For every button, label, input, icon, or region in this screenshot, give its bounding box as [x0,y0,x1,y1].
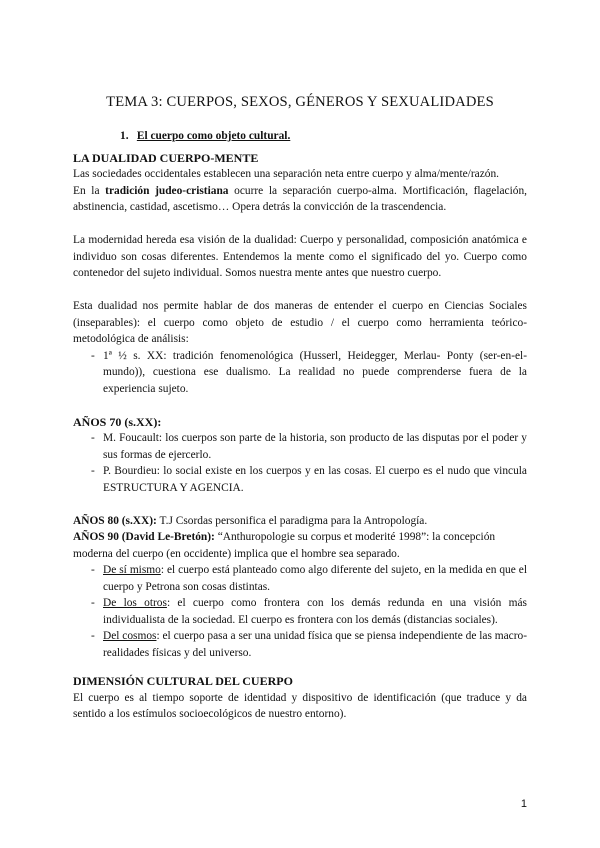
list-item: - 1ª ½ s. XX: tradición fenomenológica (Husserl, Heidegger, Merlau- Ponty (ser-en-el-mundo)), cuestiona ese dualismo. La realidad no puede comprenderse fuera de la experiencia sujeto. [73,348,527,398]
dualidad-paragraph-1: Las sociedades occidentales establecen una separación neta entre cuerpo y alma/mente/razón. [73,168,499,180]
section-title: El cuerpo como objeto cultural. [136,130,291,142]
dimension-paragraph: El cuerpo es al tiempo soporte de identidad y dispositivo de identificación (que traduce y da sentido a los estímulos socioecológicos de nuestro entorno). [73,691,527,720]
list-item [73,628,527,661]
anos70-heading: AÑOS 70 (s.XX): [73,414,162,429]
item-text: : el cuerpo pasa a ser una unidad física que se piensa independiente de las macro- realidades físicas y del universo. [103,630,527,659]
section-number: 1. [120,130,129,142]
anos90-line [73,529,527,562]
list-item [73,562,527,595]
list-item: - M. Foucault: los cuerpos son parte de la historia, son producto de las disputas por el poder y sus formas de ejercerlo. [73,430,527,463]
section-heading [120,128,527,145]
list-item [73,595,527,628]
dualidad-paragraph-2 [73,183,527,216]
dualidad-list [73,348,527,398]
anos90-list [73,562,527,661]
item-label: Del cosmos [103,630,157,642]
page-number: 1 [520,798,527,810]
item-text: : el cuerpo como frontera con los demás redunda en una visión más individualista de la sociedad. El cuerpo es frontera con los demás (distancias sociales). [103,597,527,626]
anos90-heading: AÑOS 90 (David Le-Bretón): [73,531,215,543]
item-label: De sí mismo [103,564,161,576]
item-label: De los otros [103,597,167,609]
p2-pre: En la [73,184,106,197]
dualidad-heading: LA DUALIDAD CUERPO-MENTE [73,150,259,165]
page-title: TEMA 3: CUERPOS, SEXOS, GÉNEROS Y SEXUALIDADES [106,94,494,110]
p2-post: ocurre la separación cuerpo-alma. Mortificación, flagelación, abstinencia, castidad, ascetismo… Opera detrás la convicción de la trascendencia. [73,184,528,213]
anos80-line [73,513,527,530]
dualidad-paragraph-4: Esta dualidad nos permite hablar de dos maneras de entender el cuerpo en Ciencias Sociales (inseparables): el cuerpo como objeto de estudio / el cuerpo como herramienta teórico-metodológica de análisis: [73,300,527,345]
anos70-list [73,430,527,496]
anos80-heading: AÑOS 80 (s.XX): [73,514,157,527]
list-item: - P. Bourdieu: lo social existe en los cuerpos y en las cosas. El cuerpo es el nudo que vincula ESTRUCTURA Y AGENCIA. [73,463,527,496]
dimension-heading: DIMENSIÓN CULTURAL DEL CUERPO [73,674,293,688]
document-body [73,128,527,723]
dualidad-paragraph-3: La modernidad hereda esa visión de la dualidad: Cuerpo y personalidad, composición anatómica e individuo son cosas diferentes. Entendemos la mente como el significado del yo. Cuerpo como contenedor del sujeto individual. Somos nuestra mente antes que nuestro cuerpo. [73,234,527,279]
p2-bold: tradición judeo-cristiana [105,184,229,197]
item-text: : el cuerpo está planteado como algo diferente del sujeto, en la medida en que el cuerpo y Petrona son cosas distintas. [103,564,527,593]
anos80-text: T.J Csordas personifica el paradigma para la Antropología. [156,514,428,527]
anos90-text: “Anthuropologie su corpus et moderité 1998”: la concepción moderna del cuerpo (en occidente) implica que el hombre sea separado. [73,531,496,560]
